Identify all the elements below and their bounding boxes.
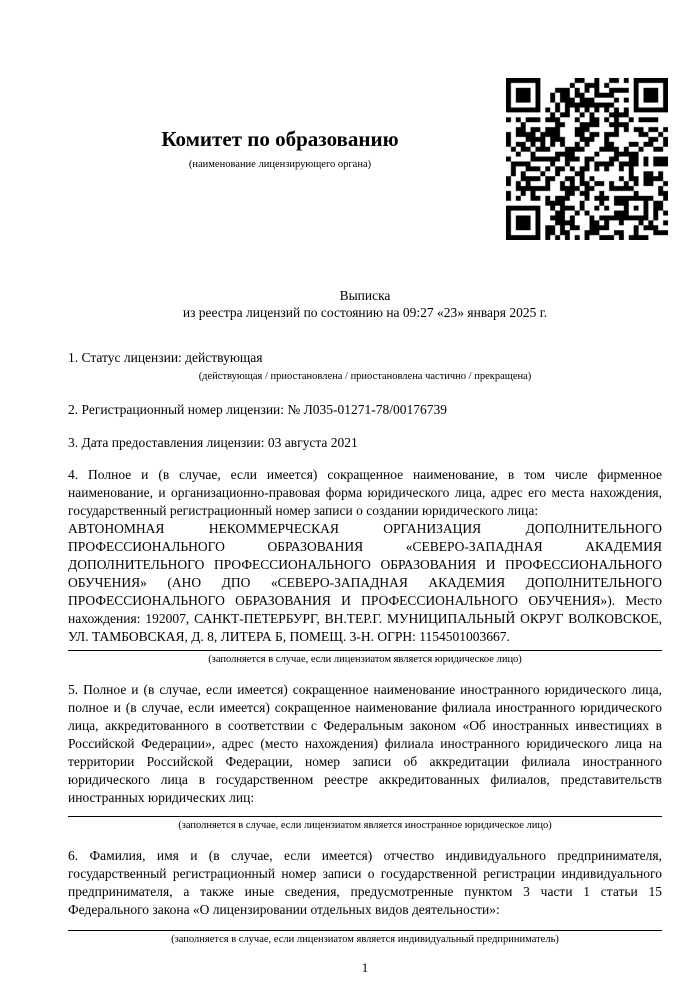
licensing-authority-block [68,0,492,171]
section-3-license-date: 3. Дата предоставления лицензии: 03 августа 2021 [68,435,358,450]
section-4-legal-entity [68,466,662,646]
section-6-rule [68,930,662,931]
section-4-rule [68,650,662,651]
licensing-authority-name: Комитет по образованию [161,127,399,151]
document-header [68,0,662,245]
section-5-rule [68,816,662,817]
section-2-registration-number: 2. Регистрационный номер лицензии: № Л035-01271-78/00176739 [68,402,448,417]
licensing-authority-caption: (наименование лицензирующего органа) [188,159,372,170]
section-1-license-status: 1. Статус лицензии: действующая [68,350,263,365]
qr-code [506,78,668,240]
document-title-line1: Выписка [339,288,391,303]
section-4-organization-details: АВТОНОМНАЯ НЕКОММЕРЧЕСКАЯ ОРГАНИЗАЦИЯ ДОПОЛНИТЕЛЬНОГО ПРОФЕССИОНАЛЬНОГО ОБРАЗОВАНИЯ «СЕВЕРО-ЗАПАДНАЯ АКАДЕМИЯ ДОПОЛНИТЕЛЬНОГО ПРОФЕССИОНАЛЬНОГО ОБРАЗОВАНИЯ И ПРОФЕССИОНАЛЬНОГО ОБУЧЕНИЯ» (АНО ДПО «СЕВЕРО-ЗАПАДНАЯ АКАДЕМИЯ ДОПОЛНИТЕЛЬНОГО ПРОФЕССИОНАЛЬНОГО ОБРАЗОВАНИЯ И ПРОФЕССИОНАЛЬНОГО ОБУЧЕНИЯ»). Место нахождения: 192007, САНКТ-ПЕТЕРБУРГ, ВН.ТЕР.Г. МУНИЦИПАЛЬНЫЙ ОКРУГ ВОЛКОВСКОЕ, УЛ. ТАМБОВСКАЯ, Д. 8, ЛИТЕРА Б, ПОМЕЩ. 3-Н. ОГРН: 1154501003667. [68,521,662,644]
document-title [68,287,662,321]
section-6-individual-entrepreneur: 6. Фамилия, имя и (в случае, если имеется) отчество индивидуального предпринимателя, государственный регистрационный номер записи о государственной регистрации индивидуального предпринимателя, а также иные сведения, предусмотренные пунктом 3 части 1 статьи 15 Федерального закона «О лицензировании отдельных видов деятельности»: [68,848,662,917]
section-4-intro: 4. Полное и (в случае, если имеется) сокращенное наименование, в том числе фирменное наименование, и организационно-правовая форма юридического лица, адрес его места нахождения, государственный регистрационный номер записи о создании юридического лица: [68,467,662,518]
section-6-caption: (заполняется в случае, если лицензиатом является индивидуальный предприниматель) [171,934,559,945]
section-4-caption: (заполняется в случае, если лицензиатом является юридическое лицо) [208,654,522,665]
page-number: 1 [361,960,369,975]
qr-code-image [506,78,668,240]
section-5-caption: (заполняется в случае, если лицензиатом является иностранное юридическое лицо) [178,820,552,831]
section-1-caption: (действующая / приостановлена / приостановлена частично / прекращена) [198,371,532,382]
section-5-foreign-entity: 5. Полное и (в случае, если имеется) сокращенное наименование иностранного юридического лица, полное и (в случае, если имеется) сокращенное наименование филиала иностранного юридического лица, аккредитованного в соответствии с Федеральным законом «Об иностранных инвестициях в Российской Федерации», адрес (место нахождения) филиала иностранного юридического лица на территории Российской Федерации, номер записи об аккредитации филиала иностранного юридического лица в государственном реестре аккредитованных филиалов, представительств иностранных юридических лиц: [68,682,662,805]
document-title-line2: из реестра лицензий по состоянию на 09:27 «23» января 2025 г. [182,305,548,320]
